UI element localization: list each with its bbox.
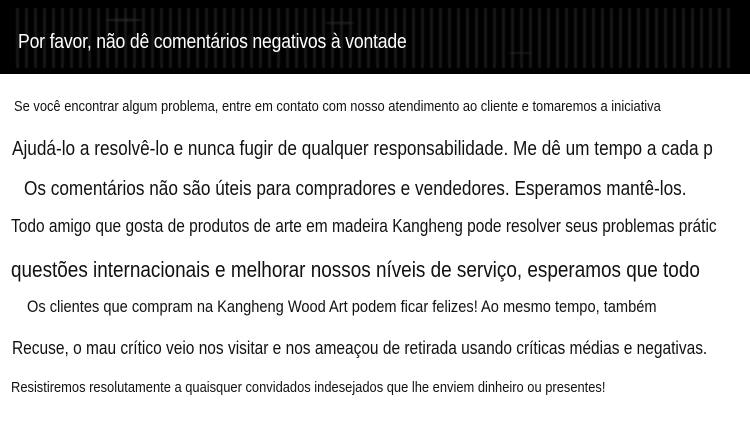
notice-line-3: Os comentários não são úteis para compradores e vendedores. Esperamos mantê-los.: [24, 178, 687, 200]
notice-line-7: Recuse, o mau crítico veio nos visitar e nos ameaçou de retirada usando críticas médias e negativas.: [12, 338, 708, 358]
page-title: Por favor, não dê comentários negativos à vontade: [18, 31, 407, 53]
notice-line-4: Todo amigo que gosta de produtos de arte em madeira Kangheng pode resolver seus problemas prátic: [11, 216, 717, 236]
notice-line-8: Resistiremos resolutamente a quaisquer convidados indesejados que lhe enviem dinheiro ou presentes!: [11, 379, 606, 396]
notice-line-5: questões internacionais e melhorar nossos níveis de serviço, esperamos que todo: [11, 257, 700, 282]
notice-line-6: Os clientes que compram na Kangheng Wood Art podem ficar felizes! Ao mesmo tempo, também: [27, 297, 657, 316]
top-banner: [0, 0, 750, 74]
notice-line-2: Ajudá-lo a resolvê-lo e nunca fugir de qualquer responsabilidade. Me dê um tempo a cada p: [12, 138, 713, 160]
notice-line-1: Se você encontrar algum problema, entre em contato com nosso atendimento ao cliente e tomaremos a iniciativa: [14, 98, 661, 115]
